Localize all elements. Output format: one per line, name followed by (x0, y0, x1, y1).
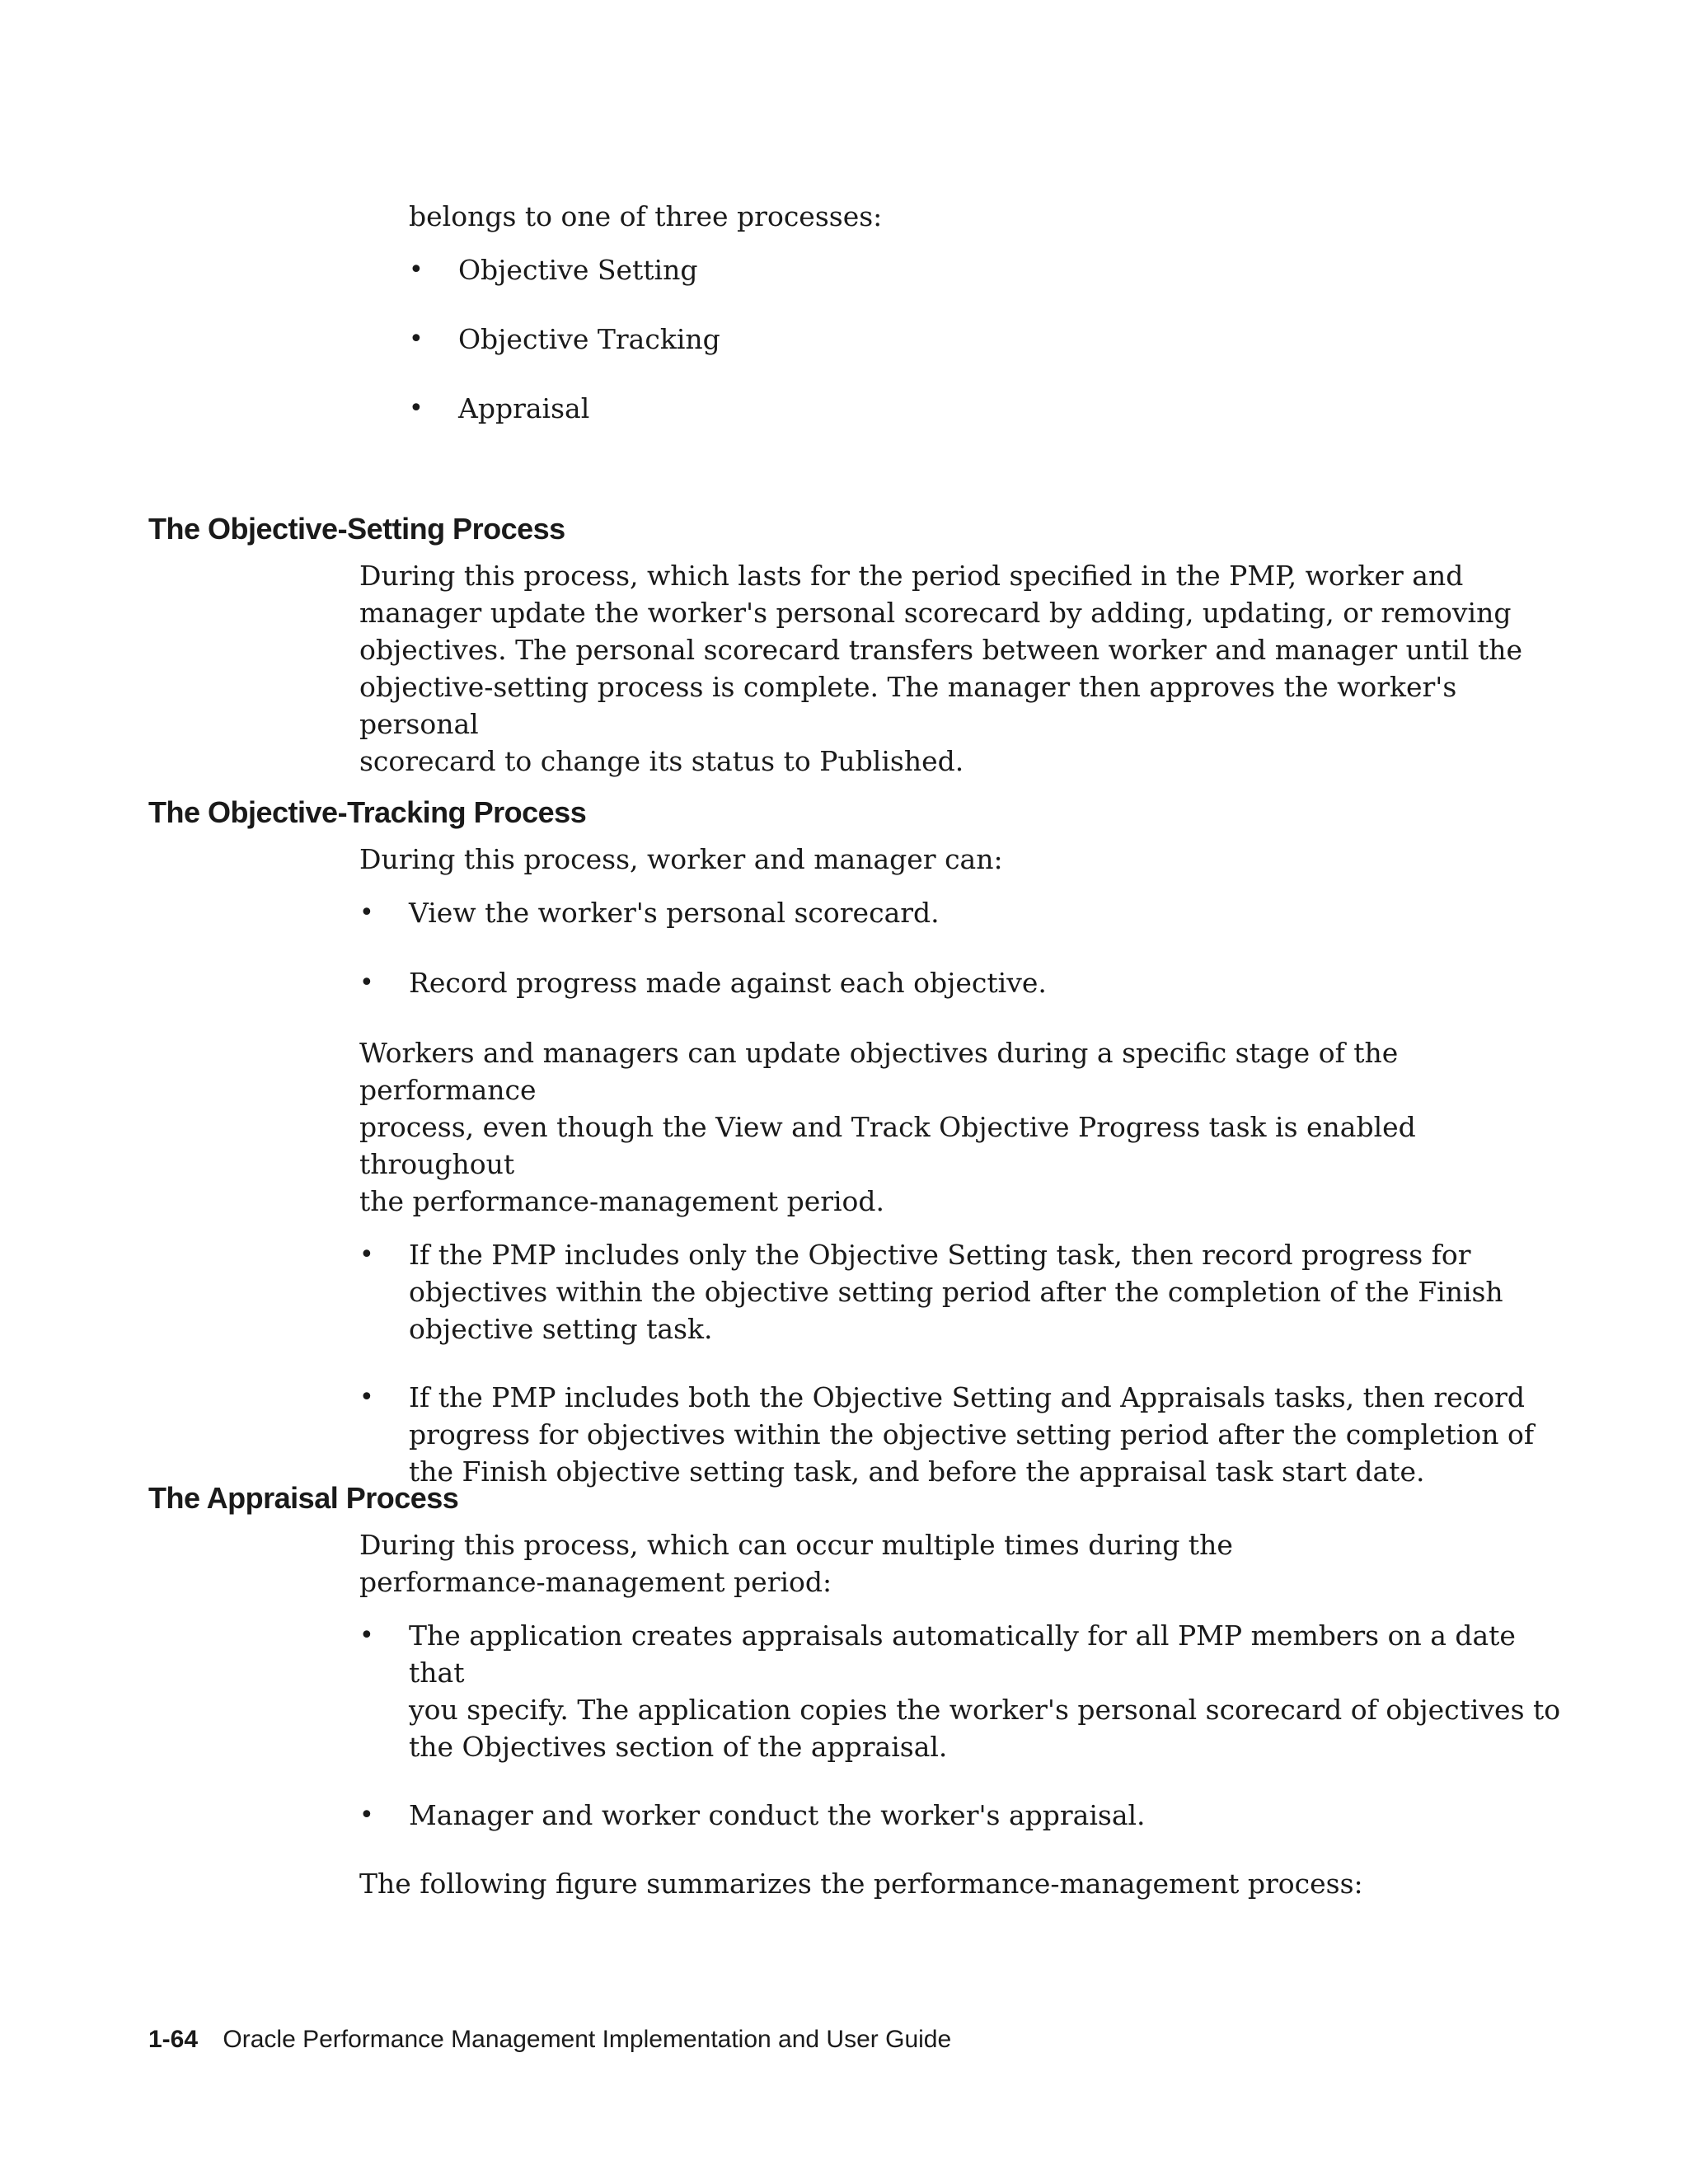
list-item-text (409, 1239, 1503, 1345)
list-item-text: Record progress made against each objective. (409, 967, 1047, 999)
document-title: Oracle Performance Management Implementation and User Guide (223, 2026, 952, 2053)
page-footer (148, 2023, 951, 2056)
text-line: During this process, which lasts for the period specified in the PMP, worker and (359, 560, 1464, 592)
list-item (359, 1236, 1579, 1347)
list-item-text (409, 1619, 1560, 1763)
list-item (409, 251, 1563, 288)
section-heading-objective-setting: The Objective-Setting Process (148, 512, 565, 546)
list-item-text (409, 1381, 1534, 1488)
list-item-text: Manager and worker conduct the worker's appraisal. (409, 1799, 1146, 1831)
list-item (359, 1797, 1579, 1834)
list-item (359, 894, 1579, 931)
text-line: the Objectives section of the appraisal. (409, 1731, 948, 1763)
paragraph (359, 1034, 1579, 1220)
list-item-text: View the worker's personal scorecard. (409, 897, 940, 929)
section-heading-objective-tracking: The Objective-Tracking Process (148, 795, 587, 829)
process-list (409, 251, 1563, 427)
bullet-icon: • (359, 1383, 374, 1412)
text-line: objectives. The personal scorecard transfers between worker and manager until the (359, 634, 1523, 666)
bullet-icon: • (359, 968, 374, 997)
objective-tracking-body (359, 841, 1579, 1490)
section-heading-appraisal: The Appraisal Process (148, 1481, 459, 1515)
bullet-icon: • (359, 1240, 374, 1269)
bullet-icon: • (359, 1801, 374, 1830)
text-line: you specify. The application copies the worker's personal scorecard of objectives to (409, 1694, 1561, 1726)
list-item (409, 390, 1563, 427)
list-item (359, 1617, 1579, 1765)
bullet-icon: • (359, 1621, 374, 1650)
intro-block (409, 198, 1563, 427)
closing-paragraph: The following figure summarizes the performance-management process: (359, 1868, 1363, 1900)
text-line: manager update the worker's personal scorecard by adding, updating, or removing (359, 597, 1512, 629)
text-line: progress for objectives within the objective setting period after the completion of (409, 1418, 1535, 1451)
list-item-text: Objective Setting (458, 254, 698, 286)
objective-setting-body (359, 557, 1579, 780)
appraisal-list (359, 1617, 1579, 1834)
text-line: the Finish objective setting task, and before the appraisal task start date. (409, 1455, 1425, 1488)
text-line: objectives within the objective setting period after the completion of the Finish (409, 1276, 1503, 1308)
text-line: objective setting task. (409, 1313, 713, 1345)
tracking-conditions-list (359, 1236, 1579, 1490)
text-line: objective-setting process is complete. The manager then approves the worker's personal (359, 671, 1457, 740)
text-line: If the PMP includes both the Objective Setting and Appraisals tasks, then record (409, 1381, 1525, 1413)
paragraph (359, 557, 1579, 780)
bullet-icon: • (409, 325, 424, 354)
list-item (359, 964, 1579, 1001)
text-line: If the PMP includes only the Objective Setting task, then record progress for (409, 1239, 1471, 1271)
bullet-icon: • (359, 898, 374, 927)
list-item-text: Appraisal (458, 392, 590, 424)
text-line: During this process, which can occur multiple times during the (359, 1529, 1233, 1561)
list-item-text: Objective Tracking (458, 323, 720, 355)
list-item (359, 1379, 1579, 1490)
tracking-list (359, 894, 1579, 1001)
appraisal-body (359, 1526, 1579, 1902)
text-line: performance-management period: (359, 1566, 832, 1598)
bullet-icon: • (409, 255, 424, 284)
text-line: scorecard to change its status to Published. (359, 745, 964, 777)
text-line: process, even though the View and Track Objective Progress task is enabled throughout (359, 1111, 1416, 1180)
text-line: the performance-management period. (359, 1185, 885, 1217)
bullet-icon: • (409, 394, 424, 423)
list-item (409, 321, 1563, 358)
intro-text: belongs to one of three processes: (409, 200, 883, 232)
text-line: Workers and managers can update objectives during a specific stage of the performance (359, 1037, 1399, 1106)
page-number: 1-64 (148, 2026, 199, 2053)
paragraph: During this process, worker and manager can: (359, 843, 1003, 875)
paragraph (359, 1526, 1579, 1601)
text-line: The application creates appraisals automatically for all PMP members on a date that (409, 1619, 1516, 1689)
